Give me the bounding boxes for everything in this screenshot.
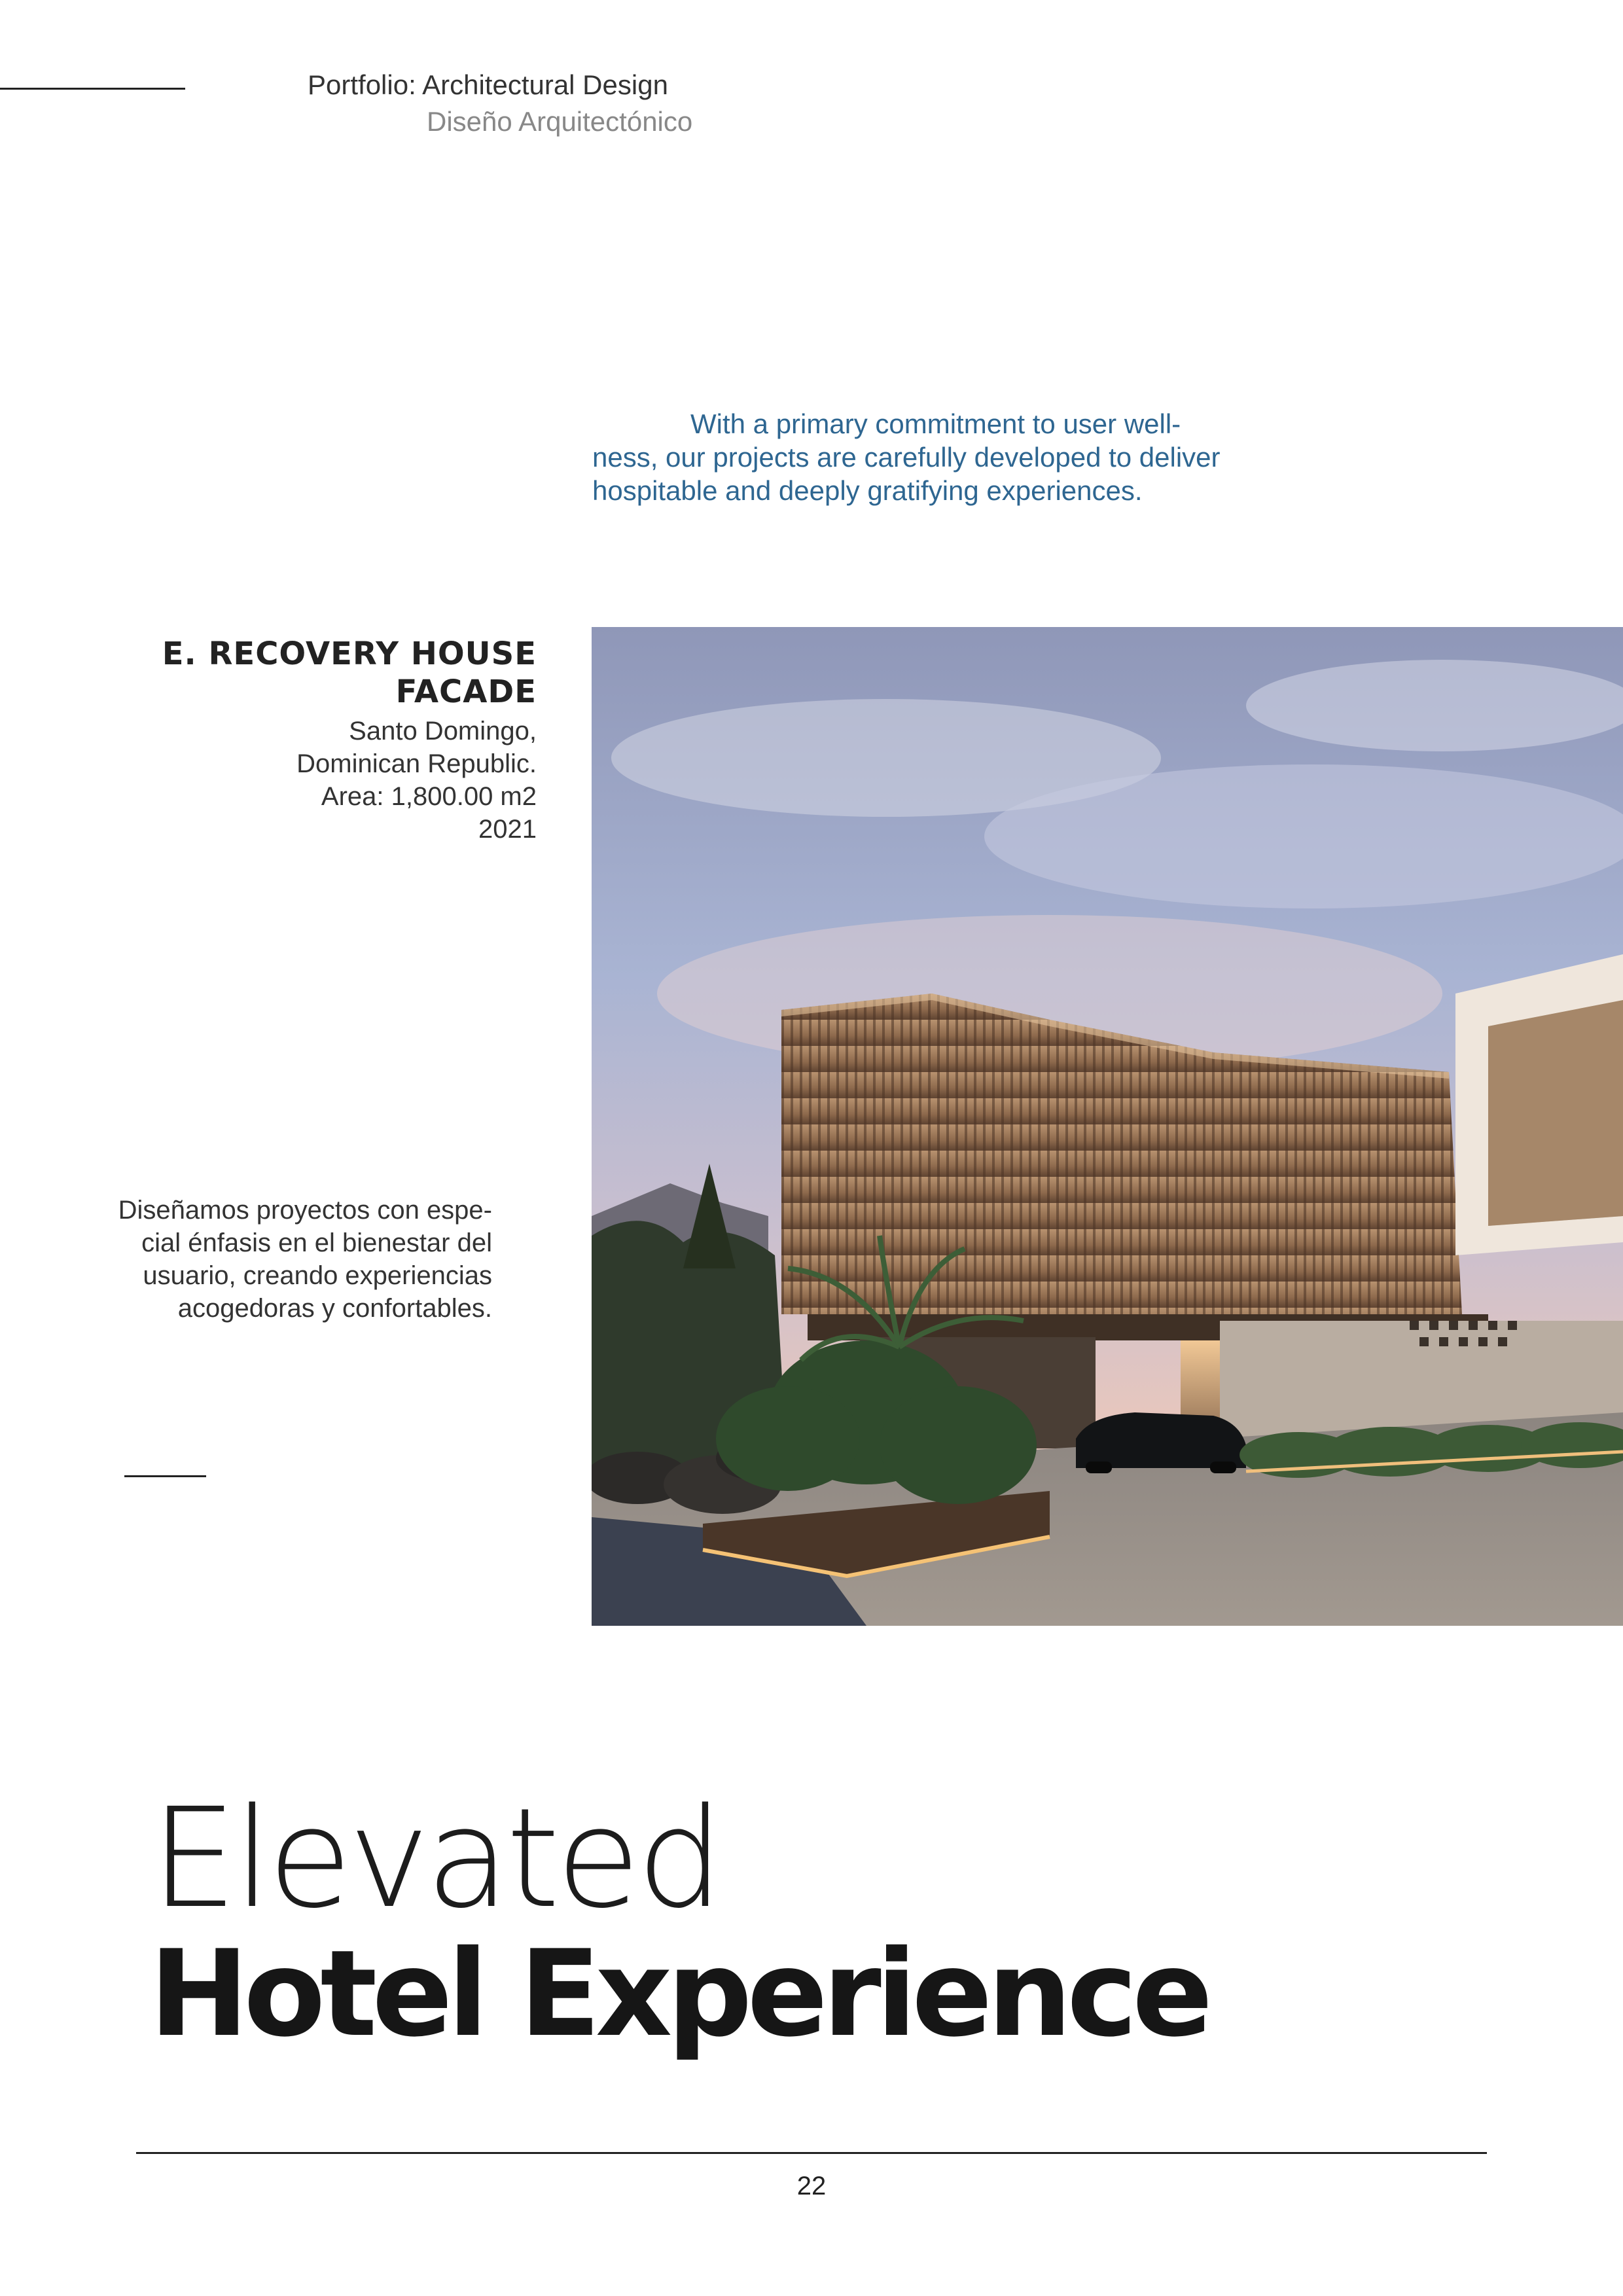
project-info: [98, 635, 537, 846]
footer-rule: [136, 2152, 1487, 2154]
project-area: Area: 1,800.00 m2: [321, 782, 537, 811]
project-title: [98, 635, 537, 711]
project-meta: [98, 715, 537, 846]
project-location: Dominican Republic.: [296, 749, 537, 778]
project-title-line: E. RECOVERY HOUSE: [162, 636, 537, 672]
headline-bold: Hotel Experience: [149, 1924, 1208, 2063]
spanish-line: Diseñamos proyectos con espe-: [118, 1196, 492, 1225]
spanish-line: cial énfasis en el bienestar del: [141, 1229, 492, 1257]
intro-paragraph: [592, 407, 1240, 507]
headline-light: Elevated: [151, 1778, 721, 1939]
project-year: 2021: [478, 815, 537, 844]
architecture-render-image: [592, 627, 1623, 1626]
spanish-line: acogedoras y confortables.: [177, 1294, 492, 1323]
header-title: Portfolio: Architectural Design: [308, 69, 668, 100]
spanish-line: usuario, creando experiencias: [143, 1261, 492, 1290]
page-number: 22: [796, 2172, 827, 2200]
intro-line: ness, our projects are carefully developed to deliver: [592, 442, 1221, 473]
project-location: Santo Domingo,: [349, 717, 537, 745]
header-rule: [0, 88, 185, 90]
project-title-line: FACADE: [395, 673, 537, 710]
accent-rule: [124, 1475, 206, 1477]
header-subtitle: Diseño Arquitectónico: [427, 106, 693, 137]
spanish-paragraph: [92, 1194, 492, 1325]
intro-line: hospitable and deeply gratifying experiences.: [592, 475, 1143, 506]
intro-line: With a primary commitment to user well-: [690, 408, 1181, 439]
